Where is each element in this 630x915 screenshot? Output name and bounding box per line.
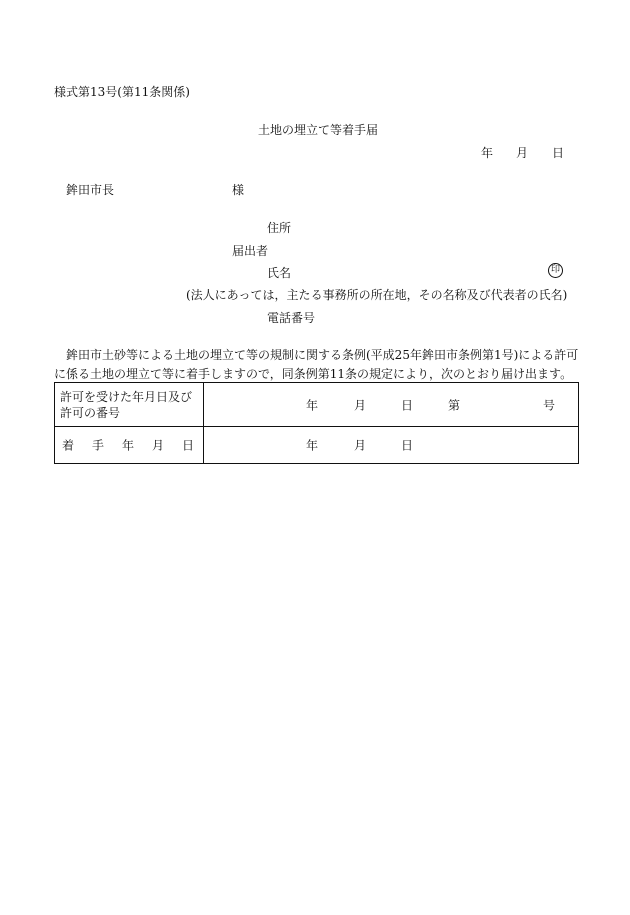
label-char: 年 bbox=[122, 438, 135, 453]
address-label: 住所 bbox=[267, 221, 292, 235]
addressee-name: 鉾田市長 bbox=[66, 183, 115, 197]
year-label: 年 bbox=[306, 398, 319, 412]
month-label: 月 bbox=[354, 398, 367, 412]
addressee-honorific: 様 bbox=[232, 183, 245, 197]
permit-date-number-cell[interactable] bbox=[204, 383, 579, 427]
label-char: 着 bbox=[62, 438, 75, 453]
label-char: 日 bbox=[182, 438, 195, 453]
permit-table bbox=[54, 382, 579, 464]
document-title: 土地の埋立て等着手届 bbox=[258, 123, 379, 137]
date-day-label: 日 bbox=[552, 146, 565, 160]
corporate-note: (法人にあっては，主たる事務所の所在地，その名称及び代表者の氏名) bbox=[186, 288, 568, 302]
form-number: 様式第13号(第11条関係) bbox=[54, 85, 190, 99]
day-label: 日 bbox=[401, 398, 414, 412]
go-label: 号 bbox=[543, 398, 556, 412]
notifier-label: 届出者 bbox=[232, 244, 269, 258]
permit-date-number-label bbox=[55, 383, 204, 427]
label-char: 月 bbox=[152, 438, 165, 453]
name-label: 氏名 bbox=[267, 266, 292, 280]
label-line2: 許可の番号 bbox=[60, 405, 121, 420]
date-month-label: 月 bbox=[516, 146, 529, 160]
month-label: 月 bbox=[354, 438, 367, 453]
year-label: 年 bbox=[306, 438, 319, 453]
body-text: 鉾田市土砂等による土地の埋立て等の規制に関する条例(平成25年鉾田市条例第1号)による許可に係る土地の埋立て等に着手しますので，同条例第11条の規定により，次のとおり届け出ます。 bbox=[54, 348, 579, 381]
day-label: 日 bbox=[401, 438, 414, 453]
table-row bbox=[55, 383, 579, 427]
seal-mark: 印 bbox=[548, 263, 563, 278]
start-date-label bbox=[55, 427, 204, 464]
dai-label: 第 bbox=[448, 398, 461, 412]
label-char: 手 bbox=[92, 438, 105, 453]
label-line1: 許可を受けた年月日及び bbox=[60, 389, 193, 404]
phone-label: 電話番号 bbox=[267, 311, 316, 325]
table-row bbox=[55, 427, 579, 464]
start-date-cell[interactable] bbox=[204, 427, 579, 464]
date-year-label: 年 bbox=[481, 146, 494, 160]
